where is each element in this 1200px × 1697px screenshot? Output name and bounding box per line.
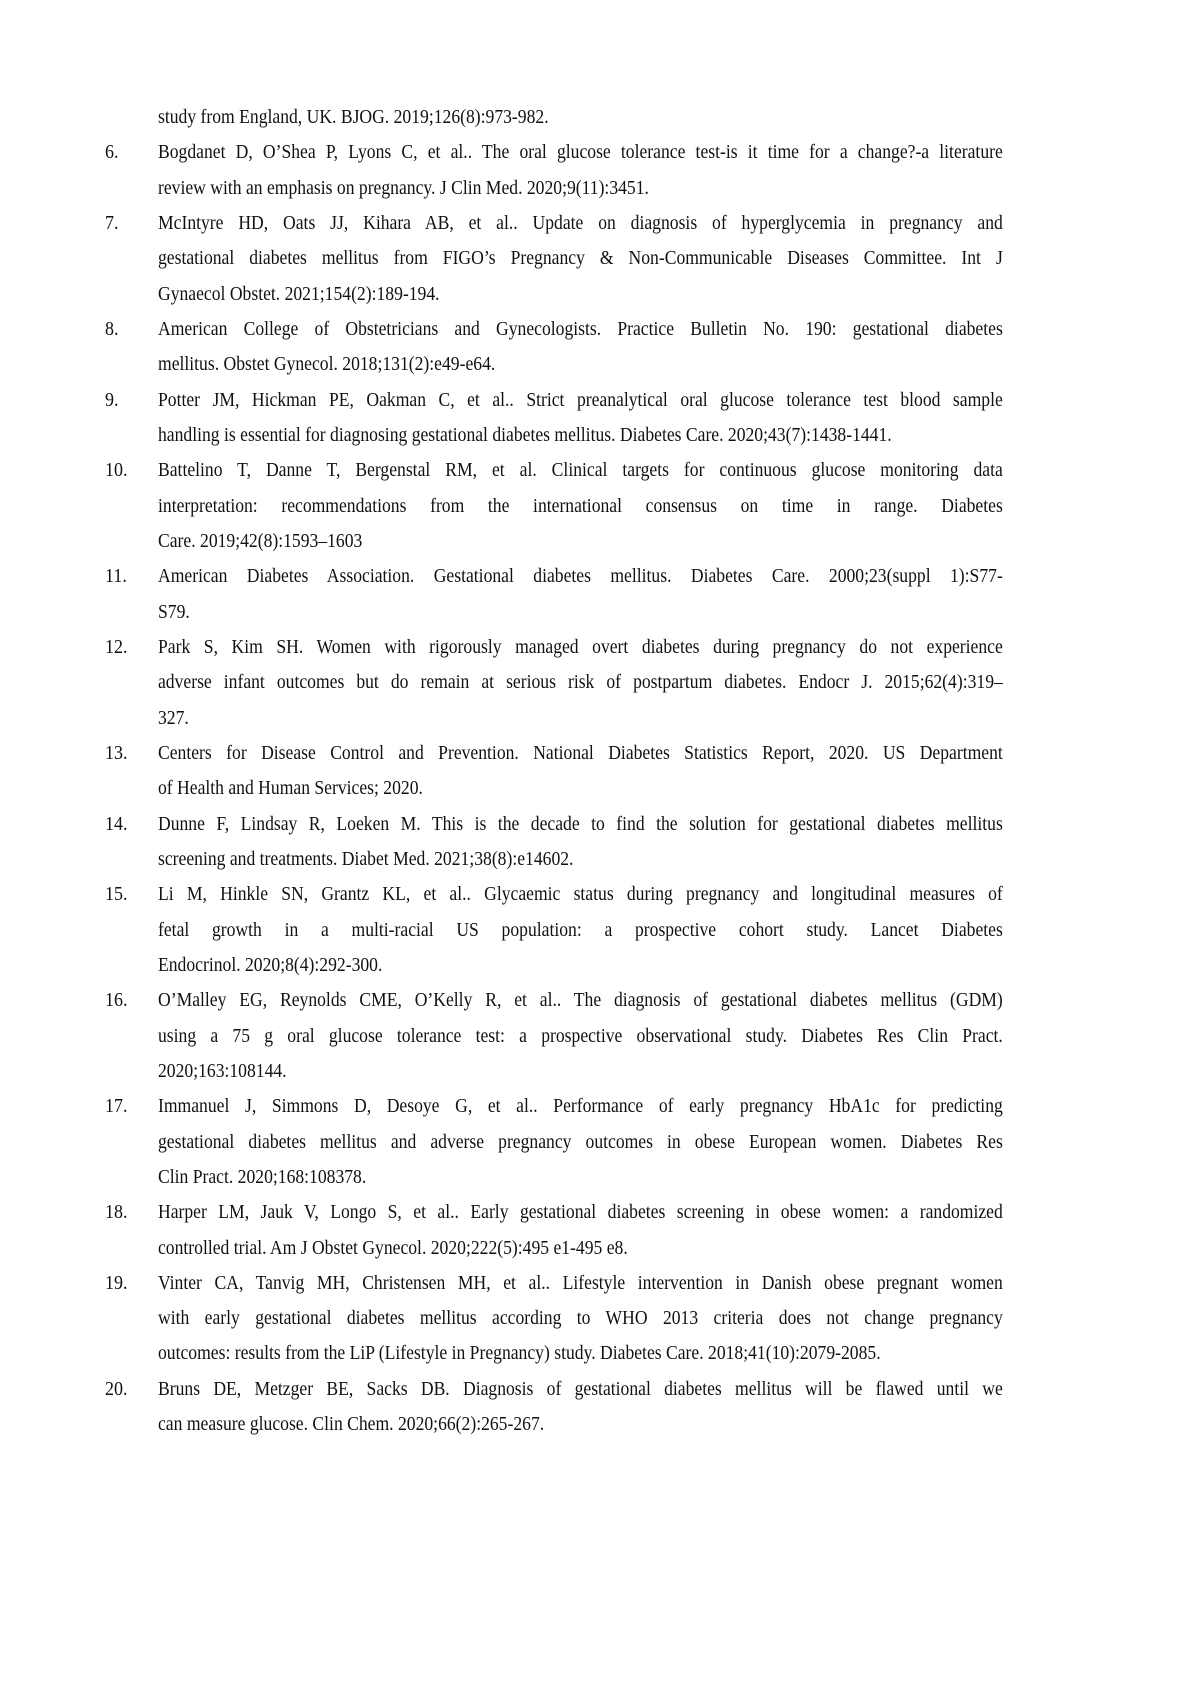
reference-text: adverse infant outcomes but do remain at serious risk of postpartum diabetes. Endocr J. 2015;62(4):319– <box>158 665 1003 700</box>
reference-text: O’Malley EG, Reynolds CME, O’Kelly R, et al.. The diagnosis of gestational diabetes mellitus (GDM) <box>158 983 1003 1018</box>
reference-text: using a 75 g oral glucose tolerance test: a prospective observational study. Diabetes Res Clin Pract. <box>158 1019 1003 1054</box>
reference-line <box>0 1019 1200 1054</box>
reference-item <box>0 135 1200 206</box>
reference-line <box>0 135 1200 170</box>
reference-line <box>0 913 1200 948</box>
reference-text: can measure glucose. Clin Chem. 2020;66(2):265-267. <box>158 1407 1003 1442</box>
reference-line <box>0 877 1200 912</box>
reference-number: 9. <box>105 383 119 418</box>
reference-line <box>0 312 1200 347</box>
reference-text: Bogdanet D, O’Shea P, Lyons C, et al.. The oral glucose tolerance test-is it time for a change?-a literature <box>158 135 1003 170</box>
reference-line <box>0 1125 1200 1160</box>
reference-line <box>0 807 1200 842</box>
reference-line <box>0 277 1200 312</box>
reference-line <box>0 206 1200 241</box>
reference-text: review with an emphasis on pregnancy. J Clin Med. 2020;9(11):3451. <box>158 171 1003 206</box>
reference-line <box>0 1407 1200 1442</box>
reference-line <box>0 701 1200 736</box>
reference-text: American Diabetes Association. Gestational diabetes mellitus. Diabetes Care. 2000;23(suppl 1):S77- <box>158 559 1003 594</box>
reference-text: controlled trial. Am J Obstet Gynecol. 2020;222(5):495 e1-495 e8. <box>158 1231 1003 1266</box>
reference-line <box>0 100 1200 135</box>
reference-text: 327. <box>158 701 1003 736</box>
reference-number: 17. <box>105 1089 128 1124</box>
reference-number: 6. <box>105 135 119 170</box>
reference-number: 11. <box>105 559 127 594</box>
reference-text: Li M, Hinkle SN, Grantz KL, et al.. Glycaemic status during pregnancy and longitudinal measures of <box>158 877 1003 912</box>
reference-text: screening and treatments. Diabet Med. 2021;38(8):e14602. <box>158 842 1003 877</box>
reference-text: of Health and Human Services; 2020. <box>158 771 1003 806</box>
reference-line <box>0 665 1200 700</box>
reference-text: Dunne F, Lindsay R, Loeken M. This is the decade to find the solution for gestational diabetes mellitus <box>158 807 1003 842</box>
reference-line <box>0 1301 1200 1336</box>
reference-item <box>0 877 1200 983</box>
reference-line <box>0 1336 1200 1371</box>
reference-number: 7. <box>105 206 119 241</box>
reference-text: Centers for Disease Control and Prevention. National Diabetes Statistics Report, 2020. US Department <box>158 736 1003 771</box>
reference-text: mellitus. Obstet Gynecol. 2018;131(2):e49-e64. <box>158 347 1003 382</box>
reference-line <box>0 171 1200 206</box>
reference-text: gestational diabetes mellitus and adverse pregnancy outcomes in obese European women. Diabetes Res <box>158 1125 1003 1160</box>
reference-line <box>0 1231 1200 1266</box>
reference-item <box>0 1372 1200 1443</box>
reference-item <box>0 807 1200 878</box>
reference-text: Vinter CA, Tanvig MH, Christensen MH, et al.. Lifestyle intervention in Danish obese pregnant women <box>158 1266 1003 1301</box>
reference-text: interpretation: recommendations from the international consensus on time in range. Diabetes <box>158 489 1003 524</box>
reference-line <box>0 771 1200 806</box>
reference-line <box>0 948 1200 983</box>
reference-line <box>0 1195 1200 1230</box>
reference-item <box>0 559 1200 630</box>
reference-number: 16. <box>105 983 128 1018</box>
reference-text: Park S, Kim SH. Women with rigorously managed overt diabetes during pregnancy do not experience <box>158 630 1003 665</box>
reference-line <box>0 842 1200 877</box>
reference-item <box>0 206 1200 312</box>
reference-line <box>0 736 1200 771</box>
reference-item <box>0 100 1200 135</box>
reference-line <box>0 1089 1200 1124</box>
reference-line <box>0 983 1200 1018</box>
reference-text: S79. <box>158 595 1003 630</box>
reference-text: with early gestational diabetes mellitus according to WHO 2013 criteria does not change pregnancy <box>158 1301 1003 1336</box>
reference-line <box>0 347 1200 382</box>
reference-item <box>0 1195 1200 1266</box>
reference-line <box>0 559 1200 594</box>
reference-number: 8. <box>105 312 119 347</box>
reference-line <box>0 241 1200 276</box>
reference-item <box>0 1089 1200 1195</box>
reference-line <box>0 1054 1200 1089</box>
reference-text: outcomes: results from the LiP (Lifestyle in Pregnancy) study. Diabetes Care. 2018;41(10):2079-2085. <box>158 1336 1003 1371</box>
reference-item <box>0 1266 1200 1372</box>
reference-line <box>0 383 1200 418</box>
reference-text: 2020;163:108144. <box>158 1054 1003 1089</box>
reference-text: Battelino T, Danne T, Bergenstal RM, et al. Clinical targets for continuous glucose monitoring data <box>158 453 1003 488</box>
reference-item <box>0 383 1200 454</box>
reference-item <box>0 736 1200 807</box>
reference-line <box>0 595 1200 630</box>
reference-line <box>0 489 1200 524</box>
reference-text: American College of Obstetricians and Gynecologists. Practice Bulletin No. 190: gestational diabetes <box>158 312 1003 347</box>
reference-line <box>0 1372 1200 1407</box>
reference-text: gestational diabetes mellitus from FIGO’s Pregnancy & Non-Communicable Diseases Committee. Int J <box>158 241 1003 276</box>
reference-number: 14. <box>105 807 128 842</box>
reference-number: 19. <box>105 1266 128 1301</box>
reference-text: Bruns DE, Metzger BE, Sacks DB. Diagnosis of gestational diabetes mellitus will be flawed until we <box>158 1372 1003 1407</box>
reference-item <box>0 312 1200 383</box>
reference-line <box>0 1160 1200 1195</box>
reference-text: study from England, UK. BJOG. 2019;126(8):973-982. <box>158 100 1003 135</box>
reference-text: Immanuel J, Simmons D, Desoye G, et al.. Performance of early pregnancy HbA1c for predicting <box>158 1089 1003 1124</box>
reference-text: fetal growth in a multi-racial US population: a prospective cohort study. Lancet Diabetes <box>158 913 1003 948</box>
reference-number: 10. <box>105 453 128 488</box>
reference-text: Endocrinol. 2020;8(4):292-300. <box>158 948 1003 983</box>
reference-item <box>0 453 1200 559</box>
reference-text: Gynaecol Obstet. 2021;154(2):189-194. <box>158 277 1003 312</box>
reference-text: Potter JM, Hickman PE, Oakman C, et al.. Strict preanalytical oral glucose tolerance test blood sample <box>158 383 1003 418</box>
reference-line <box>0 524 1200 559</box>
reference-text: Care. 2019;42(8):1593–1603 <box>158 524 1003 559</box>
reference-text: Clin Pract. 2020;168:108378. <box>158 1160 1003 1195</box>
reference-number: 12. <box>105 630 128 665</box>
reference-text: Harper LM, Jauk V, Longo S, et al.. Early gestational diabetes screening in obese women: a randomized <box>158 1195 1003 1230</box>
reference-item <box>0 630 1200 736</box>
reference-line <box>0 1266 1200 1301</box>
reference-text: handling is essential for diagnosing gestational diabetes mellitus. Diabetes Care. 2020;43(7):1438-1441. <box>158 418 1003 453</box>
reference-number: 13. <box>105 736 128 771</box>
reference-item <box>0 983 1200 1089</box>
reference-number: 18. <box>105 1195 128 1230</box>
reference-number: 15. <box>105 877 128 912</box>
reference-list <box>0 100 1200 1442</box>
reference-line <box>0 418 1200 453</box>
reference-line <box>0 630 1200 665</box>
reference-text: McIntyre HD, Oats JJ, Kihara AB, et al.. Update on diagnosis of hyperglycemia in pregnancy and <box>158 206 1003 241</box>
reference-line <box>0 453 1200 488</box>
reference-number: 20. <box>105 1372 128 1407</box>
